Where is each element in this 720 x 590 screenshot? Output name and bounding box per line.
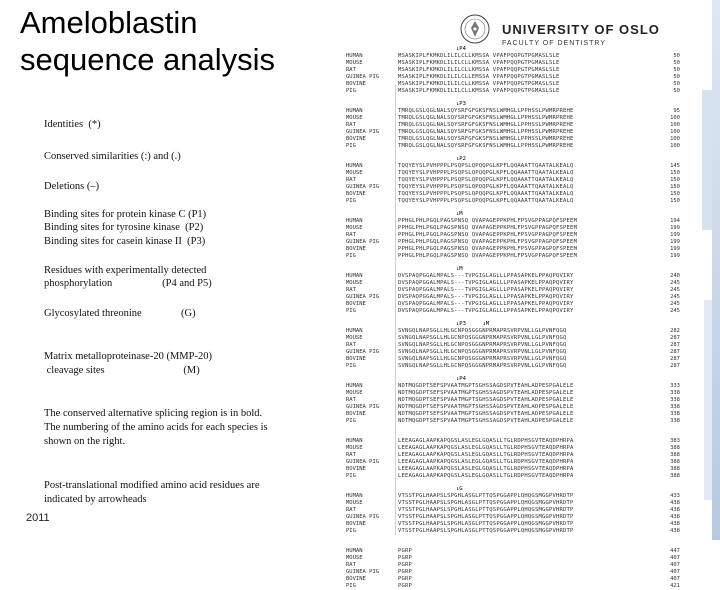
alignment-row — [346, 122, 690, 129]
residue-number: 150 — [670, 184, 680, 190]
site-arrow-marker: ↓M — [456, 266, 463, 272]
residue-number: 388 — [670, 459, 680, 465]
alignment-block — [346, 431, 690, 480]
legend-glycosylated: Glycosylated threonine (G) — [44, 308, 196, 319]
residue-number: 287 — [670, 356, 680, 362]
alignment-row — [346, 136, 690, 143]
residue-number: 245 — [670, 301, 680, 307]
amino-acid-sequence: TQQYEYSLPVHPPPLPSQPSLQPQQPGLKPFLQQAAATTQAATALKEALQ — [398, 198, 574, 204]
alignment-row — [346, 115, 690, 122]
residue-number: 50 — [673, 67, 680, 73]
amino-acid-sequence: PGRP — [398, 583, 413, 589]
species-label: BOVINE — [346, 136, 366, 142]
species-label: BOVINE — [346, 356, 366, 362]
side-decoration-block-upper — [702, 90, 712, 230]
residue-number: 245 — [670, 294, 680, 300]
amino-acid-sequence: LEEAGAGLAAPKAPQGSLASLEGLGQASLLTGLRDPHSGVTEAQDPHRPA — [398, 445, 574, 451]
residue-number: 338 — [670, 390, 680, 396]
alignment-row — [346, 404, 690, 411]
university-logo — [458, 14, 688, 50]
species-label: MOUSE — [346, 115, 363, 121]
alignment-row — [346, 163, 690, 170]
residue-number: 100 — [670, 143, 680, 149]
species-label: PIG — [346, 583, 356, 589]
species-label: HUMAN — [346, 273, 363, 279]
amino-acid-sequence: TMRQLGSLQGLNALSQYSRFGFGKSFNSLWMHGLLPPHSSLPWMRPREHE — [398, 129, 574, 135]
alignment-row — [346, 418, 690, 425]
alignment-row — [346, 253, 690, 260]
residue-number: 100 — [670, 129, 680, 135]
residue-number: 287 — [670, 342, 680, 348]
alignment-row — [346, 342, 690, 349]
amino-acid-sequence: TMRQLGSLQGLNALSQYSRFGFGKSFNSLWMHGLLPPHSSLPWMRPREHE — [398, 122, 574, 128]
amino-acid-sequence: PGRP — [398, 555, 413, 561]
residue-number: 50 — [673, 60, 680, 66]
alignment-row — [346, 53, 690, 60]
residue-number: 383 — [670, 438, 680, 444]
species-label: RAT — [346, 507, 356, 513]
amino-acid-sequence: NDTMQGDPTSEFSPVAATMGPTSGHSSAGDSPVTEAHLADPESPGALELE — [398, 397, 574, 403]
legend-p2: Binding sites for tyrosine kinase (P2) — [44, 222, 204, 233]
amino-acid-sequence: MSASKIPLFKMKDLILILCLLKMSSA VPAFPQQPGTPGMASLSLE — [398, 53, 560, 59]
alignment-block — [346, 101, 690, 150]
alignment-row — [346, 287, 690, 294]
species-label: GUINEA PIG — [346, 184, 380, 190]
amino-acid-sequence: SVNGQLNAPSGLLHLGCNPQSGGGNPRMAPRSVRPVNLLGLPVNFQGQ — [398, 335, 567, 341]
species-label: RAT — [346, 232, 356, 238]
amino-acid-sequence: DVSPAQPGGALMPALS---TVPGIGLAGLLLPPASAPKELPPAQPQVIRY — [398, 287, 574, 293]
alignment-row — [346, 246, 690, 253]
residue-number: 433 — [670, 493, 680, 499]
species-label: BOVINE — [346, 576, 366, 582]
species-label: RAT — [346, 397, 356, 403]
site-arrow-marker: ↓P3 — [456, 101, 466, 107]
legend-mmp-line1: Matrix metalloproteinase-20 (MMP-20) — [44, 351, 212, 362]
alignment-row — [346, 569, 690, 576]
alignment-row — [346, 514, 690, 521]
residue-number: 388 — [670, 473, 680, 479]
alignment-row — [346, 528, 690, 535]
residue-number: 95 — [673, 108, 680, 114]
species-label: RAT — [346, 287, 356, 293]
alignment-row — [346, 521, 690, 528]
residue-number: 194 — [670, 218, 680, 224]
species-label: PIG — [346, 88, 356, 94]
species-label: MOUSE — [346, 170, 363, 176]
alignment-block — [346, 266, 690, 315]
residue-number: 50 — [673, 74, 680, 80]
species-label: PIG — [346, 198, 356, 204]
alignment-block — [346, 46, 690, 95]
amino-acid-sequence: TQQYEYSLPVHPPPLPSQPSLQPQQPGLKPFLQQAAATTQAATALKEALQ — [398, 191, 574, 197]
alignment-row — [346, 88, 690, 95]
alignment-row — [346, 452, 690, 459]
amino-acid-sequence: VTSSTPGLHAAPSLSPGHLASGLPTTQSPGGAPPLQHQGSMGGPVHRDTP — [398, 514, 574, 520]
alignment-row — [346, 273, 690, 280]
species-label: MOUSE — [346, 225, 363, 231]
legend-p3: Binding sites for casein kinase II (P3) — [44, 236, 206, 247]
amino-acid-sequence: SVNGQLNAPSGLLHLGCNPQSGGGNPRMAPRSVRPVNLLGLPVNFQGQ — [398, 349, 567, 355]
species-label: RAT — [346, 122, 356, 128]
species-label: PIG — [346, 418, 356, 424]
species-label: HUMAN — [346, 218, 363, 224]
legend-splice-line3: shown on the right. — [44, 436, 126, 447]
species-label: BOVINE — [346, 301, 366, 307]
alignment-row — [346, 356, 690, 363]
side-decoration-block-lower — [704, 300, 712, 500]
alignment-row — [346, 445, 690, 452]
amino-acid-sequence: SVNGQLNAPSGLLHLGCNPQSGGGNPRMAPRSVRPVNLLGLPVNFQGQ — [398, 328, 567, 334]
amino-acid-sequence: VTSSTPGLHAAPSLSPGHLASGLPTTQSPGGAPPLQHQGSMGGPVHRDTP — [398, 500, 574, 506]
legend-ptm-line2: indicated by arrowheads — [44, 494, 147, 505]
amino-acid-sequence: VTSSTPGLHAAPSLSPGHLASGLPTTQSPGGAPPLQHQGSMGGPVHRDTP — [398, 507, 574, 513]
alignment-row — [346, 191, 690, 198]
species-label: HUMAN — [346, 163, 363, 169]
species-label: BOVINE — [346, 521, 366, 527]
amino-acid-sequence: TMRQLGSLQGLNALSQYSRFGFGKSFNSLWMHGLLPPHSSLPWMRPREHE — [398, 143, 574, 149]
residue-number: 287 — [670, 363, 680, 369]
residue-number: 421 — [670, 583, 680, 589]
residue-number: 50 — [673, 81, 680, 87]
amino-acid-sequence: PPHGLPHLPGQLPAGSPNSQ QVAPAGEPPKPHLFPSVGPPAGPQFSPEEM — [398, 225, 578, 231]
residue-number: 150 — [670, 191, 680, 197]
amino-acid-sequence: NDTMQGDPTSEFSPVAATMGPTSGHSSAGDSPVTEAHLADPESPGALELE — [398, 418, 574, 424]
alignment-row — [346, 143, 690, 150]
species-label: RAT — [346, 177, 356, 183]
alignment-row — [346, 225, 690, 232]
species-label: BOVINE — [346, 466, 366, 472]
alignment-row — [346, 67, 690, 74]
species-label: RAT — [346, 562, 356, 568]
amino-acid-sequence: TQQYEYSLPVHPPPLPSQPSLQPQQPGLKPFLQQAAATTQAATALKEALQ — [398, 177, 574, 183]
amino-acid-sequence: DVSPAQPGGALMPALS---TVPGIGLAGLLLPPASAPKELPPAQPQVIRY — [398, 280, 574, 286]
alignment-row — [346, 459, 690, 466]
alignment-row — [346, 129, 690, 136]
amino-acid-sequence: NDTMQGDPTSEFSPVAATMGPTSGHSSAGDSPVTEAHLADPESPGALELE — [398, 404, 574, 410]
amino-acid-sequence: PPHGLPHLPGQLPAGSPNSQ QVAPAGEPPKPHLFPSVGPPAGPQFSPEEM — [398, 239, 578, 245]
species-label: MOUSE — [346, 60, 363, 66]
species-label: PIG — [346, 143, 356, 149]
site-arrow-marker: ↓P2 — [456, 156, 466, 162]
alignment-row — [346, 349, 690, 356]
species-label: HUMAN — [346, 53, 363, 59]
alignment-row — [346, 170, 690, 177]
site-arrow-marker: ↓P4 — [456, 376, 466, 382]
alignment-row — [346, 294, 690, 301]
species-label: MOUSE — [346, 555, 363, 561]
legend-residues-line2: phosphorylation (P4 and P5) — [44, 278, 212, 289]
amino-acid-sequence: PPHGLPHLPGQLPAGSPNSQ QVAPAGEPPKPHLFPSVGPPAGPQFSPEEM — [398, 218, 578, 224]
species-label: RAT — [346, 452, 356, 458]
alignment-row — [346, 438, 690, 445]
alignment-row — [346, 583, 690, 590]
legend-residues-line1: Residues with experimentally detected — [44, 265, 207, 276]
residue-number: 338 — [670, 404, 680, 410]
alignment-row — [346, 239, 690, 246]
residue-number: 438 — [670, 528, 680, 534]
amino-acid-sequence: PGRP — [398, 569, 413, 575]
residue-number: 287 — [670, 349, 680, 355]
species-label: BOVINE — [346, 246, 366, 252]
species-label: BOVINE — [346, 191, 366, 197]
amino-acid-sequence: DVSPAQPGGALMPALS---TVPGIGLAGLLLPPASAPKELPPAQPQVIRY — [398, 308, 574, 314]
residue-number: 100 — [670, 136, 680, 142]
amino-acid-sequence: TMRQLGSLQGLNALSQYSRFGFGKSFNSLWMHGLLPPHSSLPWMRPREHE — [398, 115, 574, 121]
alignment-row — [346, 493, 690, 500]
slide-year: 2011 — [26, 512, 50, 524]
alignment-row — [346, 308, 690, 315]
residue-number: 199 — [670, 246, 680, 252]
species-label: GUINEA PIG — [346, 514, 380, 520]
species-label: GUINEA PIG — [346, 74, 380, 80]
residue-number: 438 — [670, 521, 680, 527]
legend-deletions: Deletions (–) — [44, 181, 100, 192]
residue-number: 333 — [670, 383, 680, 389]
amino-acid-sequence: PGRP — [398, 576, 413, 582]
amino-acid-sequence: VTSSTPGLHAAPSLSPGHLASGLPTTQSPGGAPPLQHQGSMGGPVHRDTP — [398, 493, 574, 499]
amino-acid-sequence: VTSSTPGLHAAPSLSPGHLASGLPTTQSPGGAPPLQHQGSMGGPVHRDTP — [398, 521, 574, 527]
amino-acid-sequence: NDTMQGDPTSEFSPVAATMGPTSGHSSAGDSPVTEAHLADPESPGALELE — [398, 411, 574, 417]
residue-number: 438 — [670, 514, 680, 520]
site-arrow-marker: ↓G — [456, 486, 463, 492]
legend-splice-line2: The numbering of the amino acids for each species is — [44, 422, 268, 433]
faculty-name: FACULTY OF DENTISTRY — [502, 40, 607, 47]
amino-acid-sequence: LEEAGAGLAAPKAPQGSLASLEGLGQASLLTGLRDPHSGVTEAQDPHRPA — [398, 438, 574, 444]
amino-acid-sequence: VTSSTPGLHAAPSLSPGHLASGLPTTQSPGGAPPLQHQGSMGGPVHRDTP — [398, 528, 574, 534]
species-label: RAT — [346, 67, 356, 73]
alignment-row — [346, 390, 690, 397]
residue-number: 287 — [670, 335, 680, 341]
amino-acid-sequence: TQQYEYSLPVHPPPLPSQPSLQPQQPGLKPFLQQAAATTQAATALKEALQ — [398, 170, 574, 176]
species-label: GUINEA PIG — [346, 404, 380, 410]
site-arrow-marker: ↓P4 — [456, 46, 466, 52]
alignment-row — [346, 81, 690, 88]
legend-conserved: Conserved similarities (:) and (.) — [44, 151, 181, 162]
amino-acid-sequence: TMRQLGSLQGLNALSQYSRFGFGKSFNSLWMHGLLPPHSSLPWMRPREHE — [398, 108, 574, 114]
amino-acid-sequence: LEEAGAGLAAPKAPQGSLASLEGLGQASLLTGLRDPHSGVTEAQDPHRPA — [398, 466, 574, 472]
amino-acid-sequence: TMRQLGSLQGLNALSQYSRFGFGKSFNSLWMHGLLPPHSSLPWMRPREHE — [398, 136, 574, 142]
residue-number: 447 — [670, 548, 680, 554]
alignment-block — [346, 541, 690, 590]
alignment-row — [346, 198, 690, 205]
amino-acid-sequence: SVNGQLNAPSGLLHLGCNPQSGGGNPRMAPRSVRPVNLLGLPVNFQGQ — [398, 356, 567, 362]
amino-acid-sequence: PPHGLPHLPGQLPAGSPNSQ QVAPAGEPPKPHLFPSVGPPAGPQFSPEEM — [398, 246, 578, 252]
residue-number: 100 — [670, 115, 680, 121]
alignment-row — [346, 60, 690, 67]
alignment-block — [346, 211, 690, 260]
residue-number: 407 — [670, 576, 680, 582]
amino-acid-sequence: DVSPAQPGGALMPALS---TVPGIGLAGLLLPPASAPKELPPAQPQVIRY — [398, 273, 574, 279]
alignment-block — [346, 376, 690, 425]
residue-number: 407 — [670, 569, 680, 575]
species-label: MOUSE — [346, 280, 363, 286]
residue-number: 145 — [670, 163, 680, 169]
species-label: HUMAN — [346, 383, 363, 389]
amino-acid-sequence: NDTMQGDPTSEFSPVAATMGPTSGHSSAGDSPVTEAHLADPESPGALELE — [398, 383, 574, 389]
species-label: PIG — [346, 308, 356, 314]
alignment-row — [346, 232, 690, 239]
species-label: GUINEA PIG — [346, 294, 380, 300]
alignment-row — [346, 177, 690, 184]
residue-number: 438 — [670, 507, 680, 513]
species-label: GUINEA PIG — [346, 129, 380, 135]
amino-acid-sequence: DVSPAQPGGALMPALS---TVPGIGLAGLLLPPASAPKELPPAQPQVIRY — [398, 294, 574, 300]
slide-title-line2: sequence analysis — [20, 42, 276, 77]
species-label: GUINEA PIG — [346, 349, 380, 355]
legend-p1: Binding sites for protein kinase C (P1) — [44, 209, 207, 220]
residue-number: 438 — [670, 500, 680, 506]
residue-number: 388 — [670, 452, 680, 458]
species-label: HUMAN — [346, 548, 363, 554]
legend-identities: Identities (*) — [44, 119, 101, 130]
residue-number: 282 — [670, 328, 680, 334]
residue-number: 199 — [670, 239, 680, 245]
alignment-row — [346, 466, 690, 473]
residue-number: 338 — [670, 418, 680, 424]
species-label: PIG — [346, 253, 356, 259]
side-decoration-bar — [712, 0, 720, 540]
alignment-row — [346, 473, 690, 480]
legend-ptm-line1: Post-translational modified amino acid residues are — [44, 480, 260, 491]
university-seal-icon — [460, 14, 490, 44]
residue-number: 407 — [670, 562, 680, 568]
amino-acid-sequence: MSASKIPLFKMKDLILILCLLKMSSA VPAFPQQPGTPGMASLSLE — [398, 88, 560, 94]
residue-number: 338 — [670, 397, 680, 403]
residue-number: 100 — [670, 122, 680, 128]
alignment-row — [346, 301, 690, 308]
residue-number: 150 — [670, 198, 680, 204]
amino-acid-sequence: PGRP — [398, 548, 413, 554]
alignment-row — [346, 280, 690, 287]
alignment-row — [346, 383, 690, 390]
site-arrow-marker: ↓P3 ↓M — [456, 321, 490, 327]
residue-number: 388 — [670, 466, 680, 472]
amino-acid-sequence: PGRP — [398, 562, 413, 568]
residue-number: 199 — [670, 253, 680, 259]
alignment-row — [346, 555, 690, 562]
species-label: MOUSE — [346, 445, 363, 451]
alignment-row — [346, 184, 690, 191]
alignment-row — [346, 576, 690, 583]
residue-number: 150 — [670, 170, 680, 176]
alignment-row — [346, 363, 690, 370]
slide-title-line1: Ameloblastin — [20, 5, 198, 40]
residue-number: 240 — [670, 273, 680, 279]
amino-acid-sequence: TQQYEYSLPVHPPPLPSQPSLQPQQPGLKPFLQQAAATTQAATALKEALQ — [398, 184, 574, 190]
species-label: BOVINE — [346, 411, 366, 417]
alignment-row — [346, 507, 690, 514]
amino-acid-sequence: DVSPAQPGGALMPALS---TVPGIGLAGLLLPPASAPKELPPAQPQVIRY — [398, 301, 574, 307]
residue-number: 245 — [670, 308, 680, 314]
species-label: MOUSE — [346, 500, 363, 506]
residue-number: 150 — [670, 177, 680, 183]
species-label: HUMAN — [346, 438, 363, 444]
alignment-row — [346, 500, 690, 507]
alignment-row — [346, 108, 690, 115]
amino-acid-sequence: LEEAGAGLAAPKAPQGSLASLEGLGQASLLTGLRDPHSGVTEAQDPHRPA — [398, 459, 574, 465]
alignment-row — [346, 548, 690, 555]
species-label: HUMAN — [346, 328, 363, 334]
amino-acid-sequence: LEEAGAGLAAPKAPQGSLASLEGLGQASLLTGLRDPHSGVTEAQDPHRPA — [398, 452, 574, 458]
species-label: BOVINE — [346, 81, 366, 87]
alignment-row — [346, 397, 690, 404]
amino-acid-sequence: PPHGLPHLPGQLPAGSPNSQ QVAPAGEPPKPHLFPSVGPPAGPQFSPEEM — [398, 253, 578, 259]
residue-number: 338 — [670, 411, 680, 417]
amino-acid-sequence: MSASKIPLFKMKDLILILCLLEMSSA VPAFPQQPGTPGMASLSLE — [398, 74, 560, 80]
alignment-row — [346, 335, 690, 342]
legend-splice-line1: The conserved alternative splicing region is in bold. — [44, 408, 263, 419]
amino-acid-sequence: SVNGQLNAPSGLLHLGCNPQSGGGNPRMAPRSVRPVNLLGLPVNFQGQ — [398, 342, 567, 348]
amino-acid-sequence: MSASKIPLFKMKDLILILCLLKMSSA VPAFPQQPGTPGMASLSLE — [398, 81, 560, 87]
species-label: GUINEA PIG — [346, 239, 380, 245]
slide-title — [20, 4, 350, 78]
species-label: HUMAN — [346, 493, 363, 499]
alignment-block — [346, 156, 690, 205]
site-arrow-marker — [346, 431, 690, 438]
species-label: PIG — [346, 528, 356, 534]
alignment-row — [346, 218, 690, 225]
university-name: UNIVERSITY OF OSLO — [502, 22, 660, 37]
residue-number: 245 — [670, 287, 680, 293]
site-arrow-marker — [346, 541, 690, 548]
residue-number: 199 — [670, 232, 680, 238]
residue-number: 199 — [670, 225, 680, 231]
species-label: MOUSE — [346, 390, 363, 396]
sequence-alignment — [346, 46, 690, 589]
species-label: MOUSE — [346, 335, 363, 341]
species-label: PIG — [346, 363, 356, 369]
amino-acid-sequence: PPHGLPHLPGQLPAGSPNSQ QVAPAGEPPKPHLFPSVGPPAGPQFSPEEM — [398, 232, 578, 238]
amino-acid-sequence: LEEAGAGLAAPKAPQGSLASLEGLGQASLLTGLRDPHSGVTEAQDPHRPA — [398, 473, 574, 479]
amino-acid-sequence: TQQYEYSLPVHPPPLPSQPSLQPQQPGLKPFLQQAAATTQAATALKEALQ — [398, 163, 574, 169]
amino-acid-sequence: NDTMQGDPTSEFSPVAATMGPTSGHSSAGDSPVTEAHLADPESPGALELE — [398, 390, 574, 396]
residue-number: 50 — [673, 53, 680, 59]
residue-number: 245 — [670, 280, 680, 286]
alignment-block — [346, 321, 690, 370]
alignment-row — [346, 562, 690, 569]
species-label: HUMAN — [346, 108, 363, 114]
residue-number: 50 — [673, 88, 680, 94]
amino-acid-sequence: MSASKIPLFKMKDLILILCLLKMSSA VPAFPQQPGTPGMASLSLE — [398, 60, 560, 66]
alignment-block — [346, 486, 690, 535]
alignment-row — [346, 328, 690, 335]
residue-number: 407 — [670, 555, 680, 561]
amino-acid-sequence: MSASKIPLFKMKDLILILCLLKMSSA VPAFPQQPGTPGMASLSLE — [398, 67, 560, 73]
legend-mmp-line2: cleavage sites (M) — [44, 365, 200, 376]
site-arrow-marker: ↓M — [456, 211, 463, 217]
residue-number: 388 — [670, 445, 680, 451]
species-label: PIG — [346, 473, 356, 479]
species-label: GUINEA PIG — [346, 459, 380, 465]
alignment-row — [346, 411, 690, 418]
alignment-row — [346, 74, 690, 81]
species-label: RAT — [346, 342, 356, 348]
amino-acid-sequence: SVNGQLNAPSGLLHLGCNPQSGGGNPRMAPRSVRPVNLLGLPVNFQGQ — [398, 363, 567, 369]
species-label: GUINEA PIG — [346, 569, 380, 575]
